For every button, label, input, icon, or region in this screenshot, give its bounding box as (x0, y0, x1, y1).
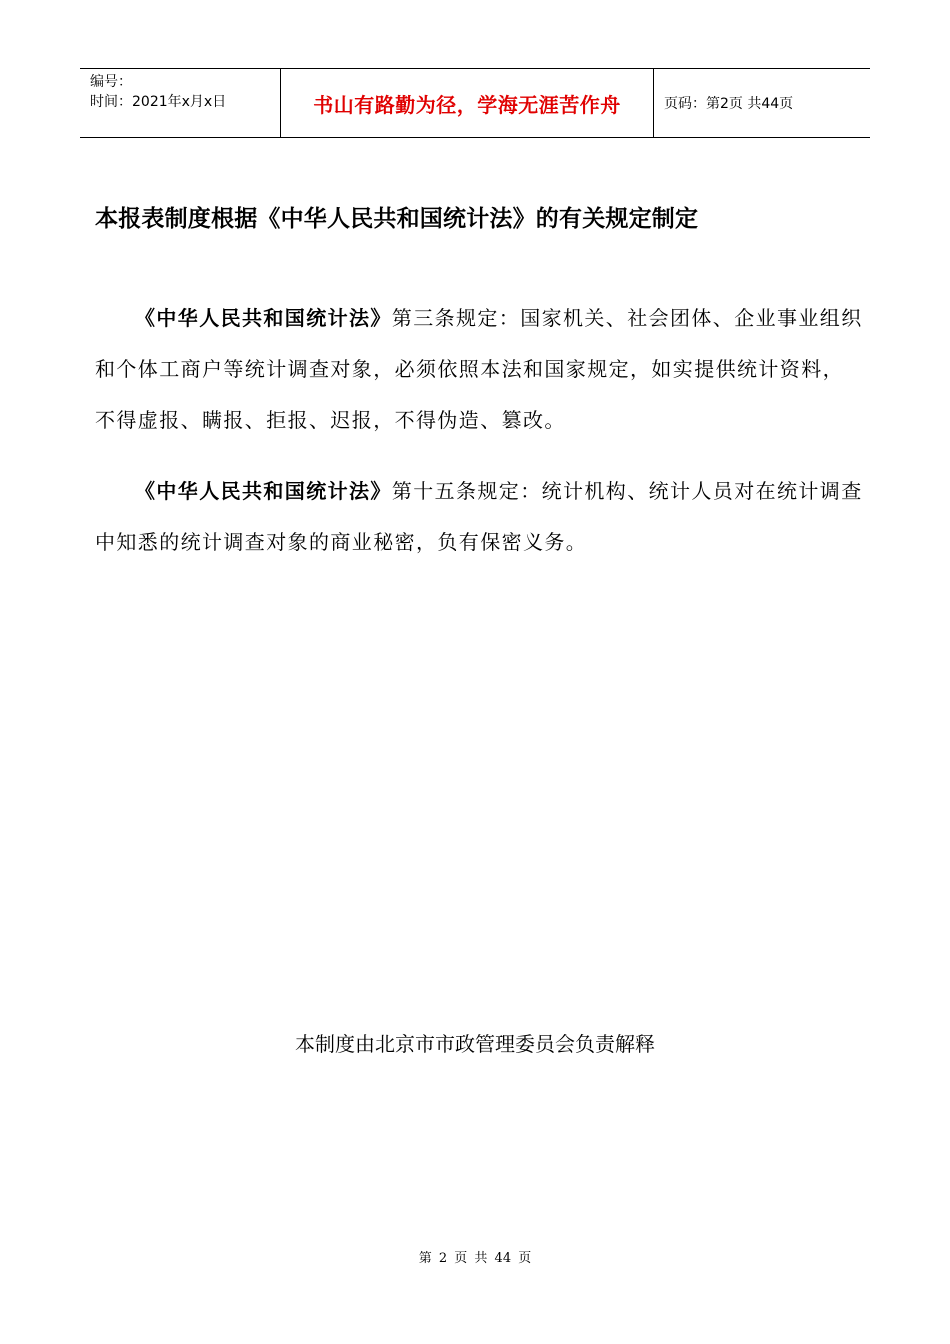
paragraph-article-15 (95, 466, 865, 568)
paragraph-article-3 (95, 293, 865, 446)
header-meta (80, 69, 280, 137)
header-page-info (654, 69, 870, 137)
law-name: 《中华人民共和国统计法》 (135, 306, 392, 330)
paragraph-text: 第十五条规定：统计机构、统计人员对在统计调查中知悉的统计调查对象的商业秘密，负有保密义务。 (95, 479, 863, 554)
page-number-footer: 第 2 页 共 44 页 (418, 1251, 532, 1266)
page-info-text: 页码：第2页 共44页 (664, 96, 794, 112)
law-name: 《中华人民共和国统计法》 (135, 479, 392, 503)
document-title: 本报表制度根据《中华人民共和国统计法》的有关规定制定 (95, 206, 699, 232)
page-header (80, 68, 870, 138)
motto-text: 书山有路勤为径，学海无涯苦作舟 (313, 92, 621, 117)
document-date: 时间：2021年x月x日 (90, 94, 227, 110)
document-number-label: 编号： (90, 74, 132, 90)
interpretation-note: 本制度由北京市市政管理委员会负责解释 (295, 1032, 655, 1056)
header-motto (280, 69, 654, 137)
paragraph-text: 第三条规定：国家机关、社会团体、企业事业组织和个体工商户等统计调查对象，必须依照本法和国家规定，如实提供统计资料，不得虚报、瞒报、拒报、迟报，不得伪造、篡改。 (95, 306, 863, 432)
